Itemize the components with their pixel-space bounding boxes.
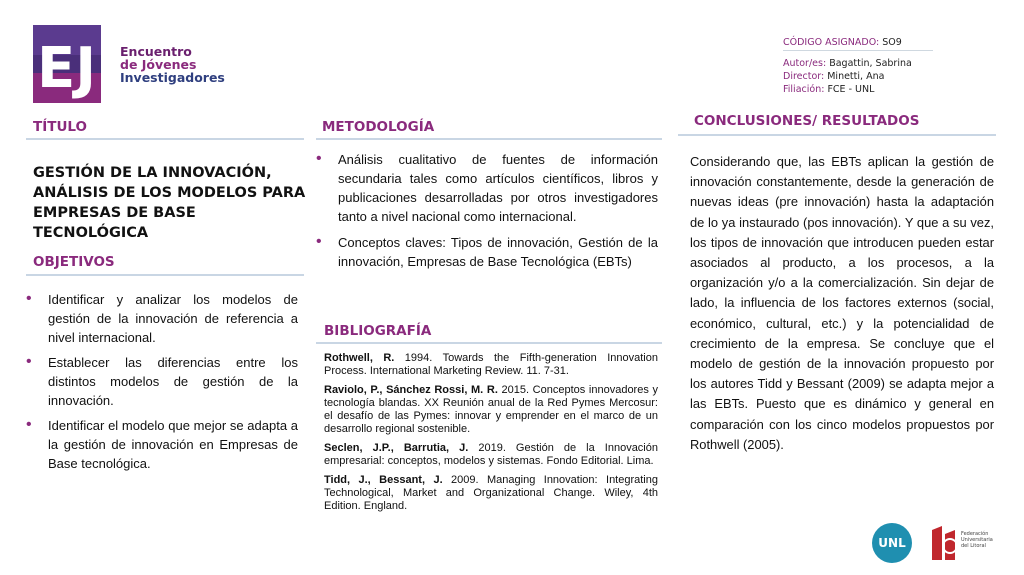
bullet-icon: • <box>26 416 32 433</box>
affiliation-value: FCE - UNL <box>827 84 875 95</box>
bibliography-entry: Seclen, J.P., Barrutia, J. 2019. Gestión de la Innovación empresarial: conceptos, modelos y sistemas. Fondo Editorial. Lima. <box>324 442 658 467</box>
header-divider <box>783 50 933 51</box>
director-label: Director: <box>783 71 825 82</box>
list-item: • Identificar el modelo que mejor se adapta a la gestión de innovación en Empresas de Base tecnológica. <box>26 416 298 471</box>
logo-line-3: Investigadores <box>120 70 225 85</box>
affiliation-label: Filiación: <box>783 84 825 95</box>
director-value: Minetti, Ana <box>827 71 885 82</box>
bullet-icon: • <box>26 353 32 370</box>
logo-mark-text: EJI <box>37 36 117 101</box>
list-item: • Identificar y analizar los modelos de gestión de la innovación de referencia a nivel internacional. <box>26 290 298 345</box>
fed-logo-text: Federación Universitaria del Litoral <box>961 531 993 549</box>
conclusiones-rule <box>678 134 996 136</box>
logo-line-1: Encuentro <box>120 44 192 59</box>
bibliography-list <box>324 352 658 519</box>
code-value: SO9 <box>882 37 902 48</box>
objetivos-rule <box>26 274 304 276</box>
authors-label: Autor/es: <box>783 58 827 69</box>
poster-title: GESTIÓN DE LA INNOVACIÓN, ANÁLISIS DE LOS MODELOS PARA EMPRESAS DE BASE TECNOLÓGICA <box>33 165 306 241</box>
objetivos-heading: OBJETIVOS <box>33 254 115 270</box>
metodologia-heading: METODOLOGÍA <box>322 119 435 135</box>
list-item: • Análisis cualitativo de fuentes de información secundaria tales como artículos científicos, libros y publicaciones desarrolladas por otros investigadores tanto a nivel nacional como internacional. <box>316 150 658 224</box>
metodologia-list <box>316 150 658 277</box>
bibliography-entry: Tidd, J., Bessant, J. 2009. Managing Innovation: Integrating Technological, Market and Organizational Change. Wiley, 4th Edition. England. <box>324 474 658 512</box>
eji-logo-icon <box>33 25 117 103</box>
bullet-icon: • <box>26 290 32 307</box>
conclusions-text: Considerando que, las EBTs aplican la gestión de innovación constantemente, desde la generación de nuevas ideas (pre innovación) hasta la adaptación de lo ya instaurado (pos innovación). Y que a su vez, los tipos de innovación que introducen pueden estar asociados al producto, a los procesos, a la organización y/o a la comercialización. Sin dejar de lado, la influencia de los factores externos (social, económico, cultural, etc.) y la potencialidad de crecimiento de la empresa. Se concluye que el modelo de gestión de la innovación propuesto por los autores Tidd y Bessant (2009) se adapta mejor a las EBTs. Puesto que es dinámico y general en comparación con los cinco modelos propuestos por Rothwell (2005). <box>690 154 994 452</box>
code-label: CÓDIGO ASIGNADO: <box>783 37 880 48</box>
list-item: • Establecer las diferencias entre los distintos modelos de gestión de la innovación. <box>26 353 298 408</box>
assigned-code <box>783 37 902 48</box>
conclusiones-heading: CONCLUSIONES/ RESULTADOS <box>694 113 920 129</box>
titulo-heading: TÍTULO <box>33 119 87 135</box>
titulo-rule <box>26 138 304 140</box>
author-info <box>783 57 912 96</box>
bibliography-entry: Raviolo, P., Sánchez Rossi, M. R. 2015. Conceptos innovadores y tecnología blandas. XX Reunión anual de la Red Pymes Mercosur: el desafío de las Pymes: innovar y emprender en el marco de un desarrollo regional sostenible. <box>324 384 658 435</box>
objetivos-list <box>26 290 298 479</box>
unl-logo: UNL <box>872 523 912 563</box>
authors-value: Bagattin, Sabrina <box>829 58 912 69</box>
logo-text <box>120 45 225 84</box>
list-item: • Conceptos claves: Tipos de innovación, Gestión de la innovación, Empresas de Base Tecnológica (EBTs) <box>316 233 658 269</box>
bibliography-entry: Rothwell, R. 1994. Towards the Fifth-generation Innovation Process. International Marketing Review. 11. 7-31. <box>324 352 658 377</box>
bullet-icon: • <box>316 150 322 167</box>
bibliografia-rule <box>316 342 662 344</box>
metodologia-rule <box>316 138 662 140</box>
bibliografia-heading: BIBLIOGRAFÍA <box>324 323 432 339</box>
bullet-icon: • <box>316 233 322 250</box>
logo-line-2: de Jóvenes <box>120 57 197 72</box>
